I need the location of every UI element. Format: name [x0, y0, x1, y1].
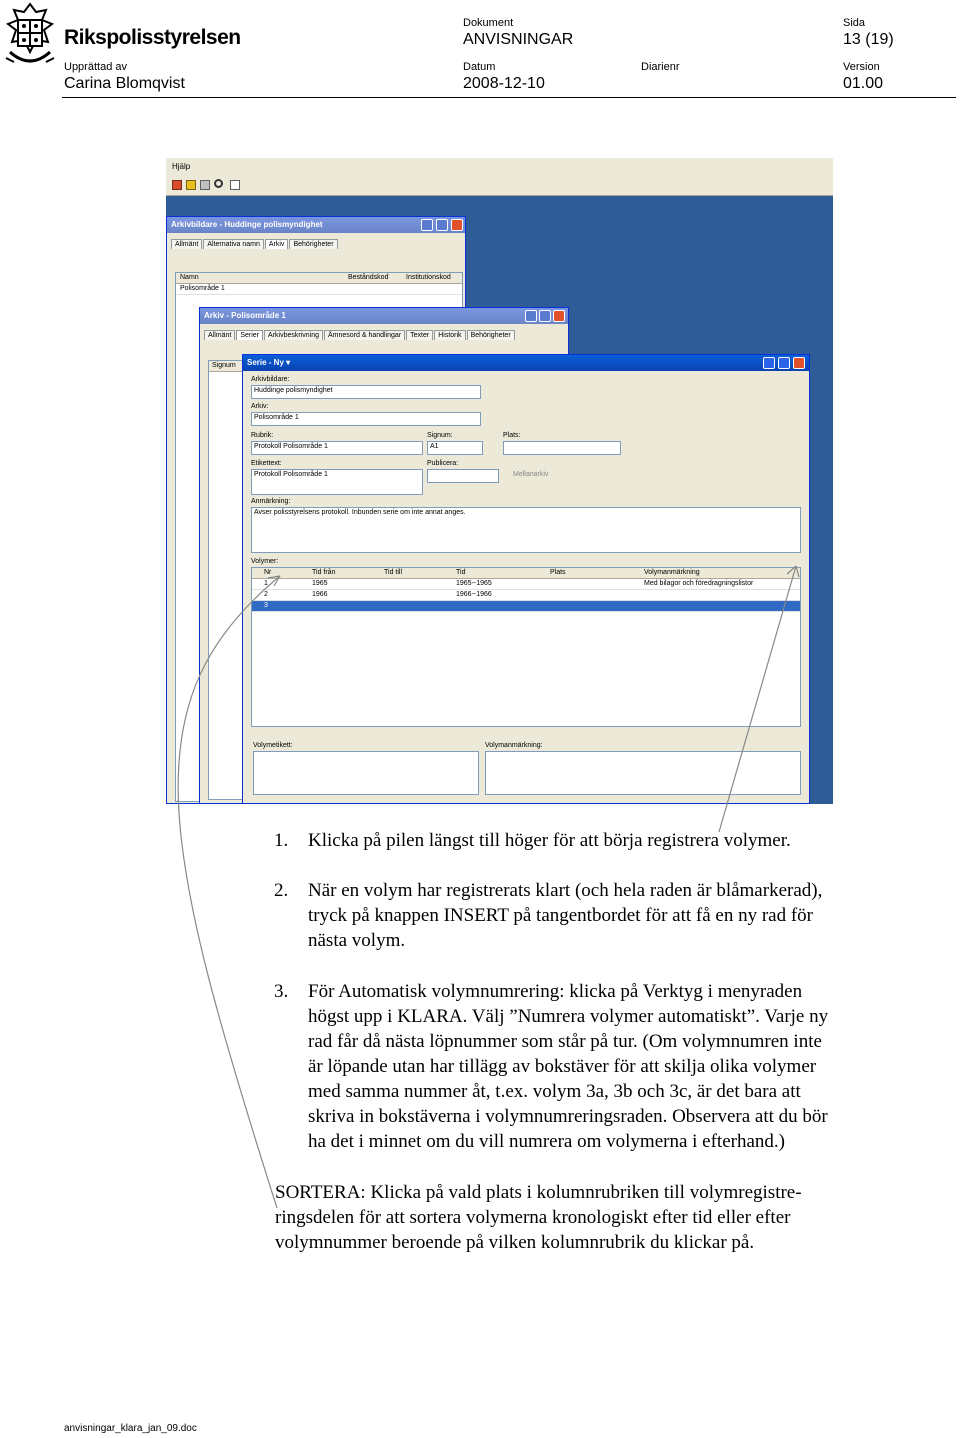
item-line: nästa volym.	[308, 930, 406, 951]
col-tid-fran[interactable]: Tid från	[312, 569, 336, 576]
item-text: Klicka på pilen längst till höger för att börja registrera volymer.	[308, 830, 791, 851]
row-anm: Med bilagor och föredragningslistor	[644, 580, 754, 587]
row-tid: 1965--1965	[456, 580, 492, 587]
org-name: Rikspolisstyrelsen	[64, 26, 241, 49]
tab-serier[interactable]: Serier	[236, 330, 263, 340]
item-line: är löpande utan har tillägg av bokstäver för att skilja olika volymer	[308, 1056, 817, 1077]
col-nr[interactable]: Nr	[264, 569, 272, 576]
footer-filename: anvisningar_klara_jan_09.doc	[64, 1423, 197, 1434]
col-tid[interactable]: Tid	[456, 569, 466, 576]
tab-historik[interactable]: Historik	[434, 330, 465, 340]
item-number: 1.	[274, 830, 289, 851]
row-nr: 3	[264, 602, 268, 609]
tab-behorigheter[interactable]: Behörigheter	[289, 239, 337, 249]
row-nr: 2	[264, 591, 268, 598]
volymer-label: Volymer:	[251, 558, 279, 565]
item-line: högst upp i KLARA. Välj ”Numrera volymer automatiskt”. Varje ny	[308, 1006, 829, 1027]
sortera-line: volymnummer beroende på vilken kolumnrubrik du klickar på.	[275, 1232, 755, 1253]
mellanarkiv-label[interactable]: Mellanarkiv	[513, 471, 549, 478]
tab-arkiv[interactable]: Arkiv	[265, 239, 289, 249]
signum-label: Signum:	[427, 432, 453, 439]
row-tid-fran: 1965	[312, 580, 328, 587]
item-line: För Automatisk volymnumrering: klicka på Verktyg i menyraden	[308, 981, 803, 1002]
item-line: ha det i minnet om du vill numrera om volymerna i efterhand.)	[308, 1131, 785, 1152]
item-line: rad får då nästa löpnummer som står på tur. (Om volymnumren inte	[308, 1031, 822, 1052]
tab-amnesord[interactable]: Ämnesord & handlingar	[324, 330, 405, 340]
col-bestandskod[interactable]: Beståndskod	[348, 274, 389, 281]
date-value: 2008-12-10	[463, 75, 545, 92]
window-serie-title: Serie - Ny	[247, 358, 284, 367]
publicera-label: Publicera:	[427, 460, 459, 467]
row-tid: 1966--1966	[456, 591, 492, 598]
list-item	[274, 878, 822, 903]
arkiv-label: Arkiv:	[251, 403, 269, 410]
arkiv-row-name: Polisområde 1	[180, 285, 225, 292]
col-volymanmarkning[interactable]: Volymanmärkning	[644, 569, 700, 576]
date-label: Datum	[463, 61, 496, 73]
row-nr: 1	[264, 580, 268, 587]
page-label: Sida	[843, 17, 866, 29]
etikett-field[interactable]: Protokoll Polisområde 1	[251, 469, 423, 495]
arkivbildare-label: Arkivbildare:	[251, 376, 290, 383]
signum-field[interactable]: A1	[427, 441, 483, 455]
anmarkning-label: Anmärkning:	[251, 498, 291, 505]
window-serie-titlebar[interactable]: Serie - Ny ▾	[243, 355, 809, 371]
author-value: Carina Blomqvist	[64, 75, 185, 92]
rubrik-field[interactable]: Protokoll Polisområde 1	[251, 441, 423, 455]
arrow-to-row-marker	[178, 576, 280, 1208]
window-arkiv-title: Arkiv - Polisområde 1	[204, 311, 286, 320]
col-signum[interactable]: Signum	[212, 362, 236, 369]
version-value: 01.00	[843, 75, 884, 92]
volymanmarkning-label: Volymanmärkning:	[485, 742, 543, 749]
list-item	[274, 828, 791, 853]
row-tid-fran: 1966	[312, 591, 328, 598]
item-line: tryck på knappen INSERT på tangentbordet för att få en ny rad för	[308, 905, 814, 926]
arkiv-field[interactable]: Polisområde 1	[251, 412, 481, 426]
volymetikett-label: Volymetikett:	[253, 742, 293, 749]
item-line: När en volym har registrerats klart (och hela raden är blåmarkerad),	[308, 880, 823, 901]
tab-behorigheter[interactable]: Behörigheter	[467, 330, 515, 340]
plats-label: Plats:	[503, 432, 521, 439]
etikett-label: Etikettext:	[251, 460, 282, 467]
author-label: Upprättad av	[64, 61, 127, 73]
item-number: 2.	[274, 880, 289, 901]
col-plats[interactable]: Plats	[550, 569, 566, 576]
tab-allmant[interactable]: Allmänt	[204, 330, 235, 340]
item-line: med samma nummer åt, t.ex. volym 3a, 3b och 3c, är det bara att	[308, 1081, 801, 1102]
col-namn[interactable]: Namn	[180, 274, 199, 281]
version-label: Version	[843, 61, 880, 73]
item-number: 3.	[274, 981, 289, 1002]
tab-alternativa-namn[interactable]: Alternativa namn	[203, 239, 264, 249]
tab-allmant[interactable]: Allmänt	[171, 239, 202, 249]
tab-arkivbeskrivning[interactable]: Arkivbeskrivning	[264, 330, 323, 340]
menu-help[interactable]: Hjälp	[172, 162, 191, 171]
anmarkning-field[interactable]: Avser polisstyrelsens protokoll. Inbunden serie om inte annat anges.	[251, 507, 801, 553]
col-institutionskod[interactable]: Institutionskod	[406, 274, 451, 281]
diarienr-label: Diarienr	[641, 61, 680, 73]
page-value: 13 (19)	[843, 31, 894, 48]
arrow-to-add-button	[719, 566, 796, 832]
document-value: ANVISNINGAR	[463, 31, 574, 48]
arkivbildare-field[interactable]: Huddinge polismyndighet	[251, 385, 481, 399]
col-tid-till[interactable]: Tid till	[384, 569, 403, 576]
rubrik-label: Rubrik:	[251, 432, 274, 439]
tab-texter[interactable]: Texter	[406, 330, 433, 340]
item-line: skriva in bokstäverna i volymnumreringsraden. Observera att du bör	[308, 1106, 828, 1127]
document-label: Dokument	[463, 17, 514, 29]
list-item	[274, 979, 802, 1004]
sortera-line: SORTERA: Klicka på vald plats i kolumnrubriken till volymregistre-	[275, 1182, 802, 1203]
sortera-line: ringsdelen för att sortera volymerna kronologiskt efter tid eller efter	[275, 1207, 791, 1228]
window-arkivbildare-title: Arkivbildare - Huddinge polismyndighet	[171, 220, 323, 229]
